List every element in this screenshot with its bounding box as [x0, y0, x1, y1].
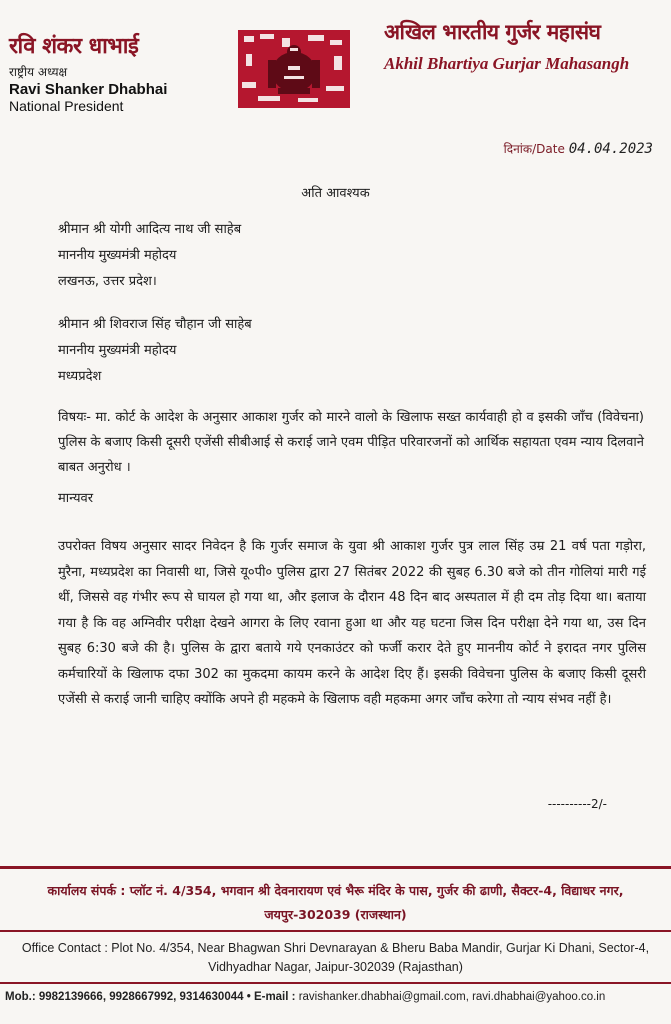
office-address-hindi: कार्यालय संपर्क : प्लॉट नं. 4/354, भगवान श्री देवनारायण एवं भैरू मंदिर के पास, गुर्जर की ढाणी, सैक्टर-4, विद्याधर नगर, जयपुर-302039 (राजस्थान)	[47, 883, 624, 922]
recipient-address-1	[58, 217, 241, 295]
org-name-english: Akhil Bhartiya Gurjar Mahasangh	[384, 54, 630, 73]
president-role-hindi: राष्ट्रीय अध्यक्ष	[9, 65, 68, 79]
president-block	[9, 30, 167, 114]
recipient-1-line-1: श्रीमान श्री योगी आदित्य नाथ जी साहेब	[58, 222, 242, 237]
date-line	[504, 140, 653, 157]
recipient-1-line-2: माननीय मुख्यमंत्री महोदय	[58, 248, 177, 263]
footer-divider-top	[0, 866, 671, 869]
urgency-heading: अति आवश्यक	[301, 186, 370, 201]
footer-divider-middle	[0, 930, 671, 932]
organization-block	[384, 18, 668, 74]
president-role-english: National President	[9, 98, 124, 114]
salutation: मान्यवर	[58, 491, 94, 506]
date-label: दिनांक/Date	[503, 142, 565, 156]
recipient-address-2	[58, 312, 252, 390]
recipient-2-line-1: श्रीमान श्री शिवराज सिंह चौहान जी साहेब	[58, 317, 252, 332]
footer-divider-bottom	[0, 982, 671, 984]
president-name-hindi: रवि शंकर धाभाई	[9, 33, 139, 59]
mobile-numbers: 9982139666, 9928667992, 9314630044	[38, 991, 244, 1003]
letter-body: उपरोक्त विषय अनुसार सादर निवेदन है कि गुर्जर समाज के युवा श्री आकाश गुर्जर पुत्र लाल सिंह उम्र 21 वर्ष पता गड़ोरा, मुरैना, मध्यप्रदेश का निवासी था, जिसे यू०पी० पुलिस द्वारा 27 सितंबर 2022 की सुबह 6.30 बजे को तीन गोलियां मारी गई थीं, जिससे वह गंभीर रूप से घायल हो गया था, और इलाज के दौरान 48 दिन बाद अस्पताल में ही दम तोड़ दिया था। बताया गया है कि वह अग्निवीर परीक्षा देखने आगरा के लिए रवाना हुआ था और यह घटना जिस दिन परीक्षा देने गया था, उस दिन सुबह 6:30 बजे की है। पुलिस के द्वारा बताये गये एनकाउंटर को फर्जी करार देते हुए माननीय कोर्ट ने इरादत नगर पुलिस कर्मचारियों के खिलाफ दफा 302 का मुकदमा कायम करने के आदेश दिए हैं। इसकी विवेचना पुलिस के बजाए किसी दूसरी एजेंसी से कराई जानी चाहिए क्योंकि अपने ही महकमे के खिलाफ वही महकमा अगर जाँच करेगा तो न्याय संभव नहीं है।	[58, 539, 646, 707]
mobile-label: Mob.:	[5, 991, 36, 1003]
email-label: • E-mail :	[246, 991, 296, 1003]
recipient-1-line-3: लखनऊ, उत्तर प्रदेश।	[58, 274, 157, 289]
page-continuation-marker: ----------2/-	[547, 797, 607, 811]
letter-subject: विषयः- मा. कोर्ट के आदेश के अनुसार आकाश गुर्जर को मारने वालो के खिलाफ सख्त कार्यवाही हो व इसकी जाँच (विवेचना) पुलिस के बजाए किसी दूसरी एजेंसी सीबीआई से कराई जाने एवम पीड़ित परिवारजनों को आर्थिक सहायता एवम न्याय दिलवाने बाबत अनुरोध ।	[58, 410, 644, 475]
recipient-2-line-2: माननीय मुख्यमंत्री महोदय	[58, 343, 177, 358]
recipient-2-line-3: मध्यप्रदेश	[58, 369, 102, 384]
org-name-hindi: अखिल भारतीय गुर्जर महासंघ	[384, 19, 601, 44]
email-addresses: ravishanker.dhabhai@gmail.com, ravi.dhabhai@yahoo.co.in	[298, 991, 606, 1003]
date-value: 04.04.2023	[568, 141, 653, 157]
contact-line	[5, 991, 605, 1003]
org-emblem-icon	[238, 30, 350, 108]
office-address-english: Office Contact : Plot No. 4/354, Near Bhagwan Shri Devnarayan & Bheru Baba Mandir, Gurjar Ki Dhani, Sector-4, Vidhyadhar Nagar, Jaipur-302039 (Rajasthan)	[21, 941, 650, 974]
president-name-english: Ravi Shanker Dhabhai	[9, 81, 168, 98]
